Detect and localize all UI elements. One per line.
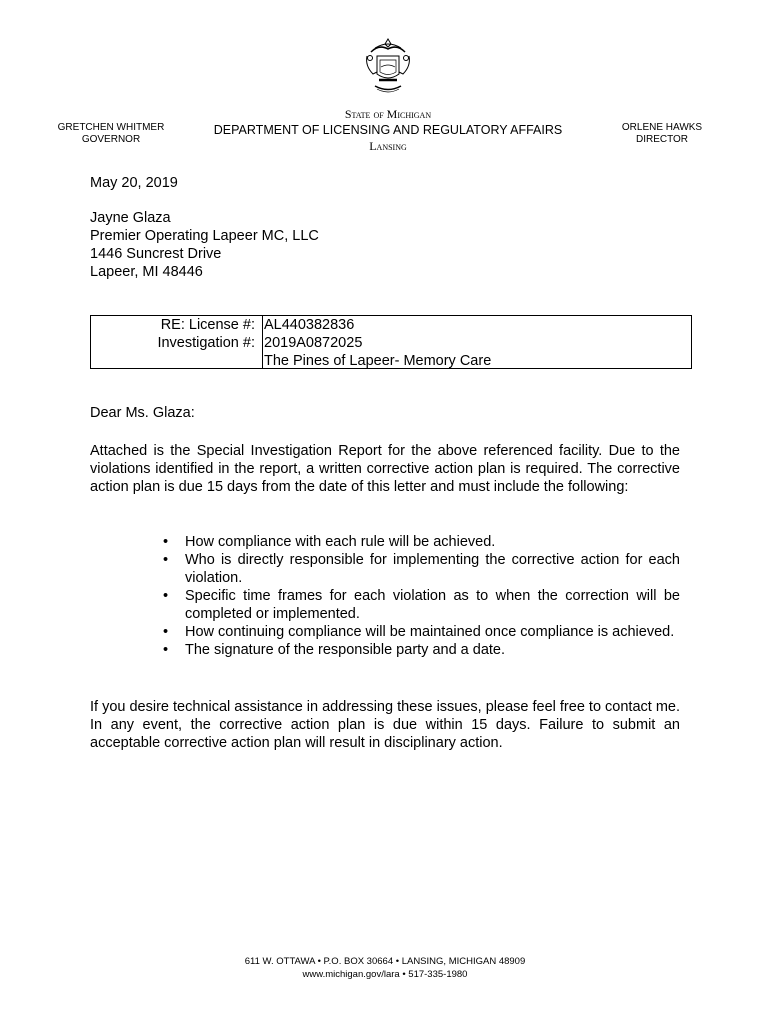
list-item-text: The signature of the responsible party and a date.: [185, 642, 506, 658]
department-name: DEPARTMENT OF LICENSING AND REGULATORY AFFAIRS: [213, 123, 563, 137]
paragraph-intro: Attached is the Special Investigation Report for the above referenced facility. Due to the violations identified in the report, a written corrective action plan is required. The corrective action plan is due 15 days from the date of this letter and must include the following:: [90, 443, 680, 495]
recipient-name: Jayne Glaza: [90, 210, 171, 226]
investigation-number: 2019A0872025: [264, 335, 363, 351]
license-number: AL440382836: [264, 317, 355, 333]
reference-labels: [91, 316, 255, 352]
recipient-company: Premier Operating Lapeer MC, LLC: [90, 228, 319, 244]
recipient-city: Lapeer, MI 48446: [90, 264, 203, 280]
salutation: Dear Ms. Glaza:: [90, 405, 195, 421]
footer-contact: www.michigan.gov/lara • 517-335-1980: [302, 969, 468, 980]
governor-title: GOVERNOR: [81, 134, 141, 145]
paragraph-closing: If you desire technical assistance in addressing these issues, please feel free to contact me. In any event, the corrective action plan is due within 15 days. Failure to submit an acceptable corrective action plan will result in disciplinary action.: [90, 699, 680, 751]
list-item-text: How compliance with each rule will be achieved.: [185, 534, 496, 550]
governor-name: GRETCHEN WHITMER: [57, 122, 165, 133]
reference-box: [90, 315, 692, 369]
investigation-label: Investigation #:: [157, 335, 255, 351]
facility-name: The Pines of Lapeer- Memory Care: [264, 353, 492, 369]
requirements-list: [160, 533, 680, 659]
list-item: • Specific time frames for each violation as to when the correction will be completed or implemented.: [163, 588, 680, 622]
list-item: • Who is directly responsible for implementing the corrective action for each violation.: [163, 552, 680, 586]
michigan-state-seal-icon: [359, 36, 417, 98]
list-item: • How compliance with each rule will be achieved.: [163, 534, 496, 550]
letter-date: May 20, 2019: [90, 175, 178, 191]
license-label: RE: License #:: [160, 317, 255, 333]
director-title: DIRECTOR: [635, 134, 689, 145]
governor-block: [48, 122, 174, 146]
reference-values: [264, 316, 491, 370]
footer: [0, 955, 770, 981]
recipient-address: [90, 209, 680, 281]
director-name: ORLENE HAWKS: [621, 122, 703, 133]
recipient-street: 1446 Suncrest Drive: [90, 246, 222, 262]
letterhead: [190, 108, 586, 153]
list-item-text: Specific time frames for each violation as to when the correction will be completed or implemented.: [185, 588, 680, 622]
city-name: Lansing: [369, 139, 407, 153]
footer-address: 611 W. OTTAWA • P.O. BOX 30664 • LANSING, MICHIGAN 48909: [244, 956, 526, 967]
list-item-text: How continuing compliance will be maintained once compliance is achieved.: [185, 624, 675, 640]
list-item: • How continuing compliance will be maintained once compliance is achieved.: [163, 624, 675, 640]
director-block: [614, 122, 710, 146]
list-item: • The signature of the responsible party and a date.: [163, 642, 506, 658]
list-item-text: Who is directly responsible for implementing the corrective action for each violation.: [185, 552, 680, 586]
reference-divider: [262, 316, 263, 368]
state-name: State of Michigan: [344, 107, 432, 121]
